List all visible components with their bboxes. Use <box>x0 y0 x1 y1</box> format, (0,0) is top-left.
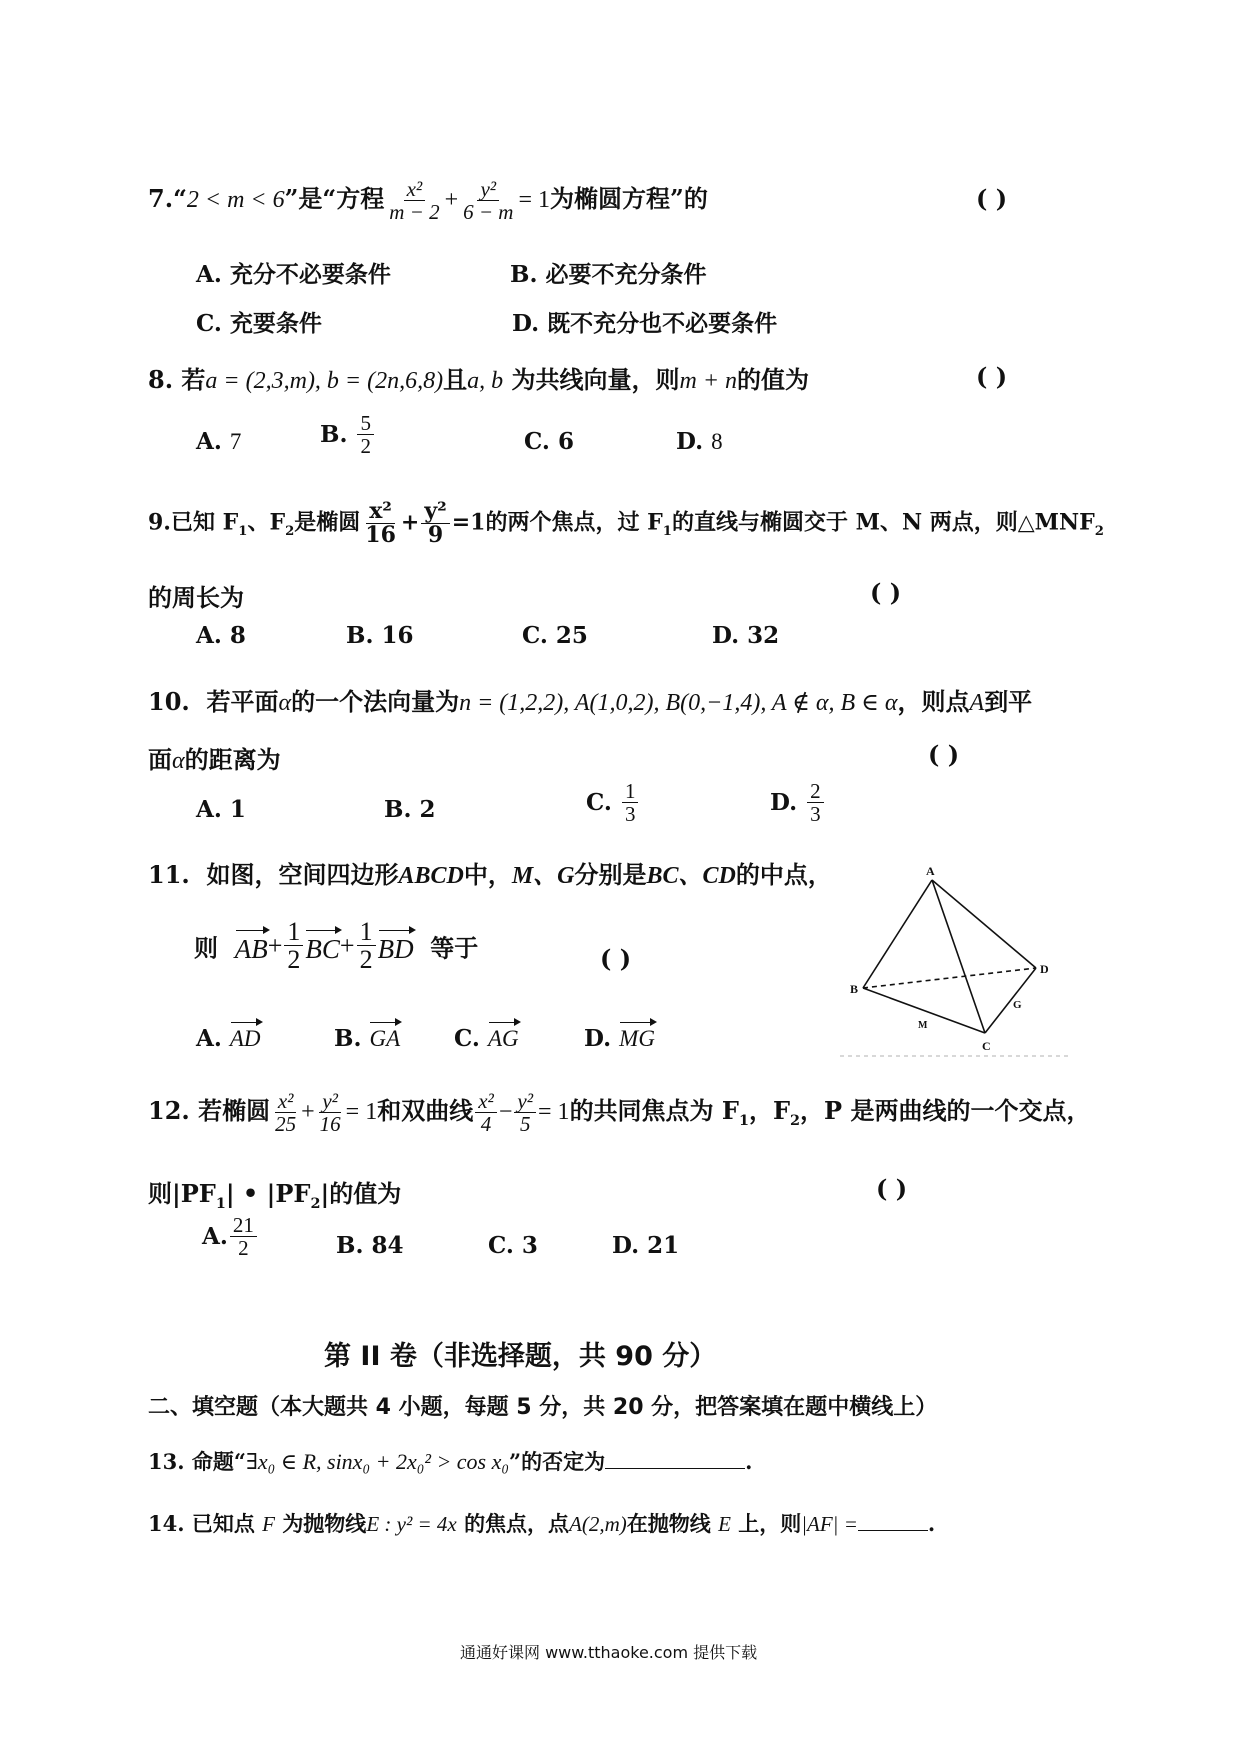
q9-option-a: A. 8 <box>196 622 246 649</box>
q7-option-a: A. 充分不必要条件 <box>196 261 391 288</box>
q9-fraction-x: $\frac{\text{x²}}{16}$ <box>365 498 396 549</box>
q9-line-1: 9.已知 $F_1$、$F_2$是椭圆 $\frac{\text{x²}}{16}$ + $\frac{\text{y²}}{9}$ =1的两个焦点，过 $F_1$的直线与椭圆交于 M、N 两点，则$\triangle MNF_2$ <box>148 498 1104 549</box>
q9-option-b: B. 16 <box>346 622 414 649</box>
q10-option-b: B. 2 <box>384 796 436 823</box>
vertex-label-c: C <box>982 1039 991 1053</box>
section-two-heading: 二、填空题（本大题共 4 小题，每题 5 分，共 20 分，把答案填在题中横线上） <box>148 1395 938 1420</box>
q11-option-c: C. AG <box>454 1018 519 1052</box>
q10-answer-paren: ( ) <box>928 740 960 769</box>
q9-fraction-y: $\frac{\text{y²}}{9}$ <box>421 500 449 547</box>
q13-answer-blank[interactable] <box>605 1468 745 1469</box>
q7-option-d: D. 既不充分也不必要条件 <box>512 310 778 337</box>
q14-point: A(2,m) <box>569 1512 627 1536</box>
q8-text-3: 为共线向量，则 <box>511 365 680 394</box>
q12-answer-paren: ( ) <box>876 1174 908 1203</box>
q8-line <box>148 360 809 395</box>
q9-line-2: 的周长为 <box>148 583 244 612</box>
q7-fraction-y: $\frac{\text{y²}}{6 - m}$ <box>463 177 514 225</box>
vertex-label-b: B <box>850 982 859 996</box>
q7-answer-paren: ( ) <box>976 184 1008 213</box>
q11-option-d: D. MG <box>584 1018 655 1052</box>
vertex-label-a: A <box>926 864 935 878</box>
q8-sum: m + n <box>679 368 738 394</box>
q14-parabola: E : y² = 4x <box>366 1512 457 1536</box>
q14-distance: |AF| = <box>801 1512 858 1536</box>
q10-option-a: A. 1 <box>196 796 246 823</box>
q10-option-c: C. $\frac{1}{3}$ <box>586 780 640 825</box>
q9-option-d: D. 32 <box>712 622 780 649</box>
q8-vectors: a = (2,3,m), b = (2n,6,8) <box>205 368 444 394</box>
q10-math: n = (1,2,2), A(1,0,2), B(0,−1,4), A ∉ α, B ∈ α <box>459 690 898 716</box>
q7-condition: 2 < m < 6 <box>186 187 285 214</box>
vertex-label-d: D <box>1040 962 1049 976</box>
q8-text-4: 的值为 <box>737 365 810 394</box>
q7-line: 7.“2 < m < 6”是“方程 $\frac{\text{x²}}{m - 2}$ + $\frac{\text{y²}}{6 - m}$ = 1为椭圆方程”的 <box>148 177 708 225</box>
q11-answer-paren: ( ) <box>600 944 632 973</box>
q12-line-2: 则$|PF_1|$ • $|PF_2|$的值为 <box>148 1179 402 1212</box>
q7-text-2: 为椭圆方程”的 <box>550 184 708 214</box>
q11-line-1: 11. 如图，空间四边形ABCD中，M、G分别是BC、CD的中点， <box>148 860 832 889</box>
q13-math: ∃x₀ ∈ R, sinx₀ + 2x₀² > cos x₀ <box>245 1449 510 1474</box>
q12-line-1: 12. 若椭圆 $\frac{\text{x²}}{25}$ + $\frac{\text{y²}}{16}$ = 1和双曲线 $\frac{\text{x²}}{4}$ − $\frac{\text{y²}}{5}$ = 1的共同焦点为 $F_1$，$F_2$，P 是两曲线的一个交点， <box>148 1089 1091 1137</box>
midpoint-label-g: G <box>1013 999 1022 1011</box>
midpoint-label-m: M <box>918 1020 928 1031</box>
q14-line: 14. 已知点 F 为抛物线E : y² = 4x 的焦点，点A(2,m)在抛物线 E 上，则|AF| = . <box>148 1511 936 1536</box>
q10-line-2: 面α的距离为 <box>148 745 281 774</box>
q8-option-c: C. 6 <box>524 428 574 455</box>
q10-line-1: 10. 若平面α的一个法向量为n = (1,2,2), A(1,0,2), B(0,−1,4), A ∉ α, B ∈ α，则点A到平 <box>148 687 1033 716</box>
edge-cd <box>985 968 1036 1033</box>
q8-text-1: 若 <box>181 365 206 394</box>
q13-line: 13. 命题“∃x₀ ∈ R, sinx₀ + 2x₀² > cos x₀”的否定为 . <box>148 1449 753 1474</box>
edge-ab <box>863 880 932 988</box>
q11-line-2: 则 AB+ $\frac{1}{2}$ BC+ $\frac{1}{2}$ BD 等于 <box>194 917 479 975</box>
q7-equals: = 1 <box>518 187 551 214</box>
q12-option-c: C. 3 <box>488 1232 538 1259</box>
q8-option-a: A. 7 <box>196 428 242 455</box>
q12-option-a: A. $\frac{21}{2}$ <box>202 1214 259 1259</box>
q7-text-1: 是“方程 <box>298 184 385 214</box>
q11-vector-bc: BC <box>305 926 340 965</box>
q11-option-b: B. GA <box>334 1018 400 1052</box>
q9-answer-paren: ( ) <box>870 578 902 607</box>
q11-vector-bd: BD <box>378 926 414 965</box>
q7-option-b: B. 必要不充分条件 <box>510 261 707 288</box>
q8-vector-pair: a, b <box>467 368 504 394</box>
q10-option-d: D. $\frac{2}{3}$ <box>770 780 826 825</box>
q14-answer-blank[interactable] <box>858 1530 928 1531</box>
q11-option-a: A. AD <box>196 1018 261 1052</box>
q12-option-b: B. 84 <box>336 1232 404 1259</box>
footer-source: 通通好课网 www.tthaoke.com 提供下载 <box>460 1643 758 1662</box>
q9-option-c: C. 25 <box>522 622 588 649</box>
q7-number: 7. <box>148 184 174 214</box>
q7-option-c: C. 充要条件 <box>196 310 322 337</box>
q8-option-d: D. 8 <box>676 428 723 455</box>
part-two-heading: 第 II 卷（非选择题，共 90 分） <box>324 1341 717 1372</box>
q8-answer-paren: ( ) <box>976 362 1008 391</box>
edge-bd-hidden <box>863 968 1036 988</box>
q8-option-b: B. $\frac{5}{2}$ <box>320 412 376 457</box>
tetrahedron-figure <box>840 860 1080 1070</box>
q11-vector-ab: AB <box>235 926 268 965</box>
q12-option-d: D. 21 <box>612 1232 680 1259</box>
q8-number: 8. <box>148 365 174 394</box>
q7-fraction-x: $\frac{\text{x²}}{m - 2}$ <box>389 177 440 225</box>
q8-text-2: 且 <box>443 365 468 394</box>
